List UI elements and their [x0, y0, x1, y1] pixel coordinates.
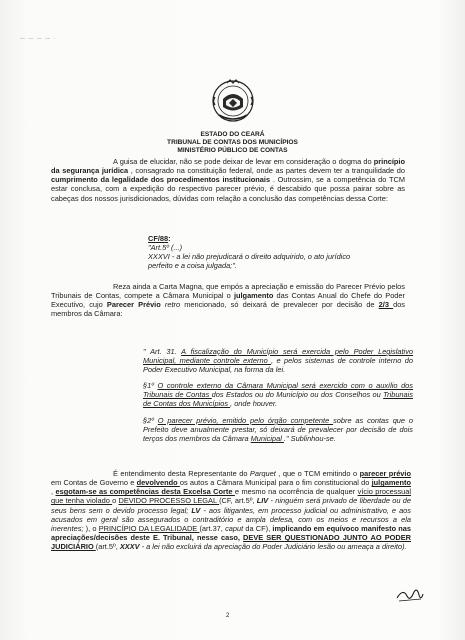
p3-text-run: liberdade ou de seus bens sem o devido processo legal; — [51, 496, 411, 515]
q1-text-run: , e pelos sistemas — [271, 356, 338, 366]
q1-text-run: Legislativo Municipal, mediante controle externo — [143, 347, 413, 366]
p3-text-run: - aos litigantes, em — [203, 505, 272, 515]
q2-text-run: , onde houver. — [230, 399, 278, 409]
brasao-seal-icon — [209, 77, 257, 125]
q1-text-run: A fiscalização do Município será exercida pelo Poder — [181, 347, 379, 356]
p3-text-run: Excelsa Corte — [183, 487, 235, 497]
quote-par1 — [143, 381, 413, 408]
p3-text-run: contraditório e ampla defesa, com os meios e recursos a ela inerentes; — [51, 514, 411, 533]
cf88-title-text: CF/88 — [148, 234, 169, 243]
p2-text-run: julgamento — [233, 291, 277, 301]
q3-text-run: O parecer prévio, emitido pelo órgão competente — [157, 416, 334, 425]
p2-text-run: dos membros da — [51, 300, 405, 319]
q3-text-run: Municipal — [250, 434, 284, 444]
p3-text-run: da apreciação do Poder Judiciário lesão ou ameaça a direito). — [203, 542, 407, 552]
p3-text-run: - a lei não excluirá — [141, 542, 204, 552]
q2-text-run: o auxílio dos Tribunais de Contas — [143, 381, 413, 400]
p3-text-run: manifesto nas apreciações/decisões deste E. Tribunal, nesse caso, — [51, 523, 412, 543]
q2-text-run: Tribunais de Contas dos Municípios — [143, 390, 413, 409]
paragraph-3 — [51, 469, 411, 551]
p3-text-run: (art.5º, — [95, 542, 120, 552]
p3-text-run: , que o TCM emitindo o — [278, 469, 360, 478]
p3-text-run: QUESTIONADO JUNTO AO PODER JUDICIÁRIO — [51, 533, 411, 552]
p3-text-run: para o fim constitucional do — [278, 478, 372, 488]
p3-text-run: LV — [191, 505, 204, 515]
p3-text-run: devolvendo — [136, 478, 180, 488]
signature-icon — [395, 586, 425, 604]
p1-text-run: procedimentos institucionais — [166, 175, 273, 185]
p3-text-run: XXXV — [119, 542, 142, 552]
header-ministry: MINISTÉRIO PÚBLICO DE CONTAS — [177, 147, 288, 154]
cf88-xxxvi: XXXVI - a lei não prejudicará o direito adquirido, o ato jurídico — [148, 252, 351, 261]
cf88-title — [148, 234, 171, 243]
q1-text-run: de controle interno do Poder Executivo Municipal, na forma da lei. — [143, 356, 413, 375]
p3-text-run: , — [51, 487, 56, 497]
quote-art31 — [143, 347, 413, 374]
q3-text-run: §2º — [143, 416, 158, 425]
p3-text-run: da CF), — [245, 523, 273, 533]
p3-text-run: É entendimento desta Representante do — [113, 469, 250, 478]
p3-text-run: Parquet — [249, 469, 279, 478]
p3-text-run: parecer prévio — [359, 469, 411, 478]
q2-text-run: O controle externo da Câmara Municipal será exercido com — [157, 381, 369, 390]
p1-text-run: , consagrado na constituição federal, — [130, 166, 257, 176]
p3-text-run: (art.37, — [199, 523, 226, 533]
p2-text-run: das Contas Anual do Chefe do Poder Executivo, cujo — [51, 291, 405, 310]
p3-text-run: ), o — [85, 523, 99, 533]
p1-text-run: conclusa, com a expedição do respectivo parecer prévio, é descabido que possa — [70, 184, 354, 194]
margin-scribble: — — — — · — [20, 36, 57, 42]
paragraph-2 — [51, 282, 405, 319]
p1-text-run: conclusão das competências dessa Corte: — [249, 193, 388, 203]
cf88-title-colon: : — [168, 234, 171, 243]
p3-text-run: DEVE SER — [243, 533, 285, 543]
p3-text-run: PRINCÍPIO DA LEGALIDADE — [98, 523, 200, 533]
q3-text-run: prevalecer por decisão de dois terços dos membros da Câmara — [143, 425, 413, 444]
quote-par2 — [143, 416, 413, 443]
header-state: ESTADO DO CEARÁ — [200, 131, 265, 138]
p3-text-run: os autos a Câmara Municipal — [179, 478, 279, 488]
p2-text-run: Reza ainda a Carta Magna, que empós a apreciação e emissão do — [113, 282, 337, 291]
p3-text-run: implicando em equívoco — [272, 523, 362, 533]
p1-text-run: princípio da segurança jurídica — [51, 157, 405, 176]
paragraph-1 — [51, 157, 405, 203]
p3-text-run: em Contas de Governo e — [51, 478, 137, 488]
q3-text-run: ." Sublinhou-se. — [283, 434, 336, 444]
p3-text-run: DEVIDO PROCESSO LEGAL — [118, 496, 220, 506]
p1-text-run: dogma do — [338, 157, 374, 166]
q2-text-run: §1º — [143, 381, 158, 390]
p3-text-run: julgamento — [371, 478, 411, 488]
p1-text-run: pairar sobre as cabeças dos nossos jurisdicionados, dúvidas com relação a — [51, 184, 405, 203]
p2-text-run: mencionado, só deixará de prevalecer por decisão de — [184, 300, 379, 310]
q2-text-run: dos Conselhos ou — [320, 390, 384, 400]
p2-text-run: Câmara: — [94, 309, 123, 319]
p2-text-run: 2/3 — [378, 300, 394, 310]
p2-text-run: Parecer Prévio pelos Tribunais de Contas, compete a Câmara Municipal o — [51, 282, 405, 301]
cf88-xxxvi-cont: perfeito e a coisa julgada;". — [148, 261, 237, 270]
p2-text-run: retro — [164, 300, 185, 310]
p3-text-run: vício processual que tenha — [51, 487, 412, 506]
p3-text-run: esgotam-se as competências desta — [55, 487, 184, 497]
q3-text-run: contas que o Prefeito deve anualmente prestar, só deixará de — [143, 416, 413, 435]
q1-text-run: " Art. 31. — [143, 347, 182, 356]
p3-text-run: caput — [225, 523, 246, 533]
p1-text-run: . Outrossim, se a competência do TCM estar — [51, 175, 406, 194]
q2-text-run: dos Estados ou do Município ou — [211, 390, 321, 400]
header-court: TRIBUNAL DE CONTAS DOS MUNICÍPIOS — [167, 139, 298, 146]
p3-text-run: processo judicial ou administrativo, e aos acusados em geral são assegurados o — [51, 505, 411, 524]
p1-text-run: cumprimento da legalidade dos — [51, 175, 167, 185]
p1-text-run: A guisa de elucidar, não se pode deixar de levar em consideração o — [113, 157, 339, 166]
p3-text-run: o — [112, 496, 119, 506]
p3-text-run: (CF, art.5º, — [219, 496, 257, 506]
p3-text-run: e mesmo na ocorrência de qualquer — [234, 487, 358, 497]
p1-text-run: onde as partes devem ter a tranquilidade do — [256, 166, 405, 176]
page-number: 2 — [226, 613, 230, 619]
q3-text-run: sobre as — [333, 416, 368, 425]
p3-text-run: - ninguém será privado de — [270, 496, 360, 506]
cf88-article: "Art.5º (...) — [148, 243, 183, 252]
p2-text-run: Parecer Prévio — [106, 300, 165, 310]
p3-text-run: LIV — [256, 496, 271, 506]
p3-text-run: violado — [86, 496, 113, 506]
